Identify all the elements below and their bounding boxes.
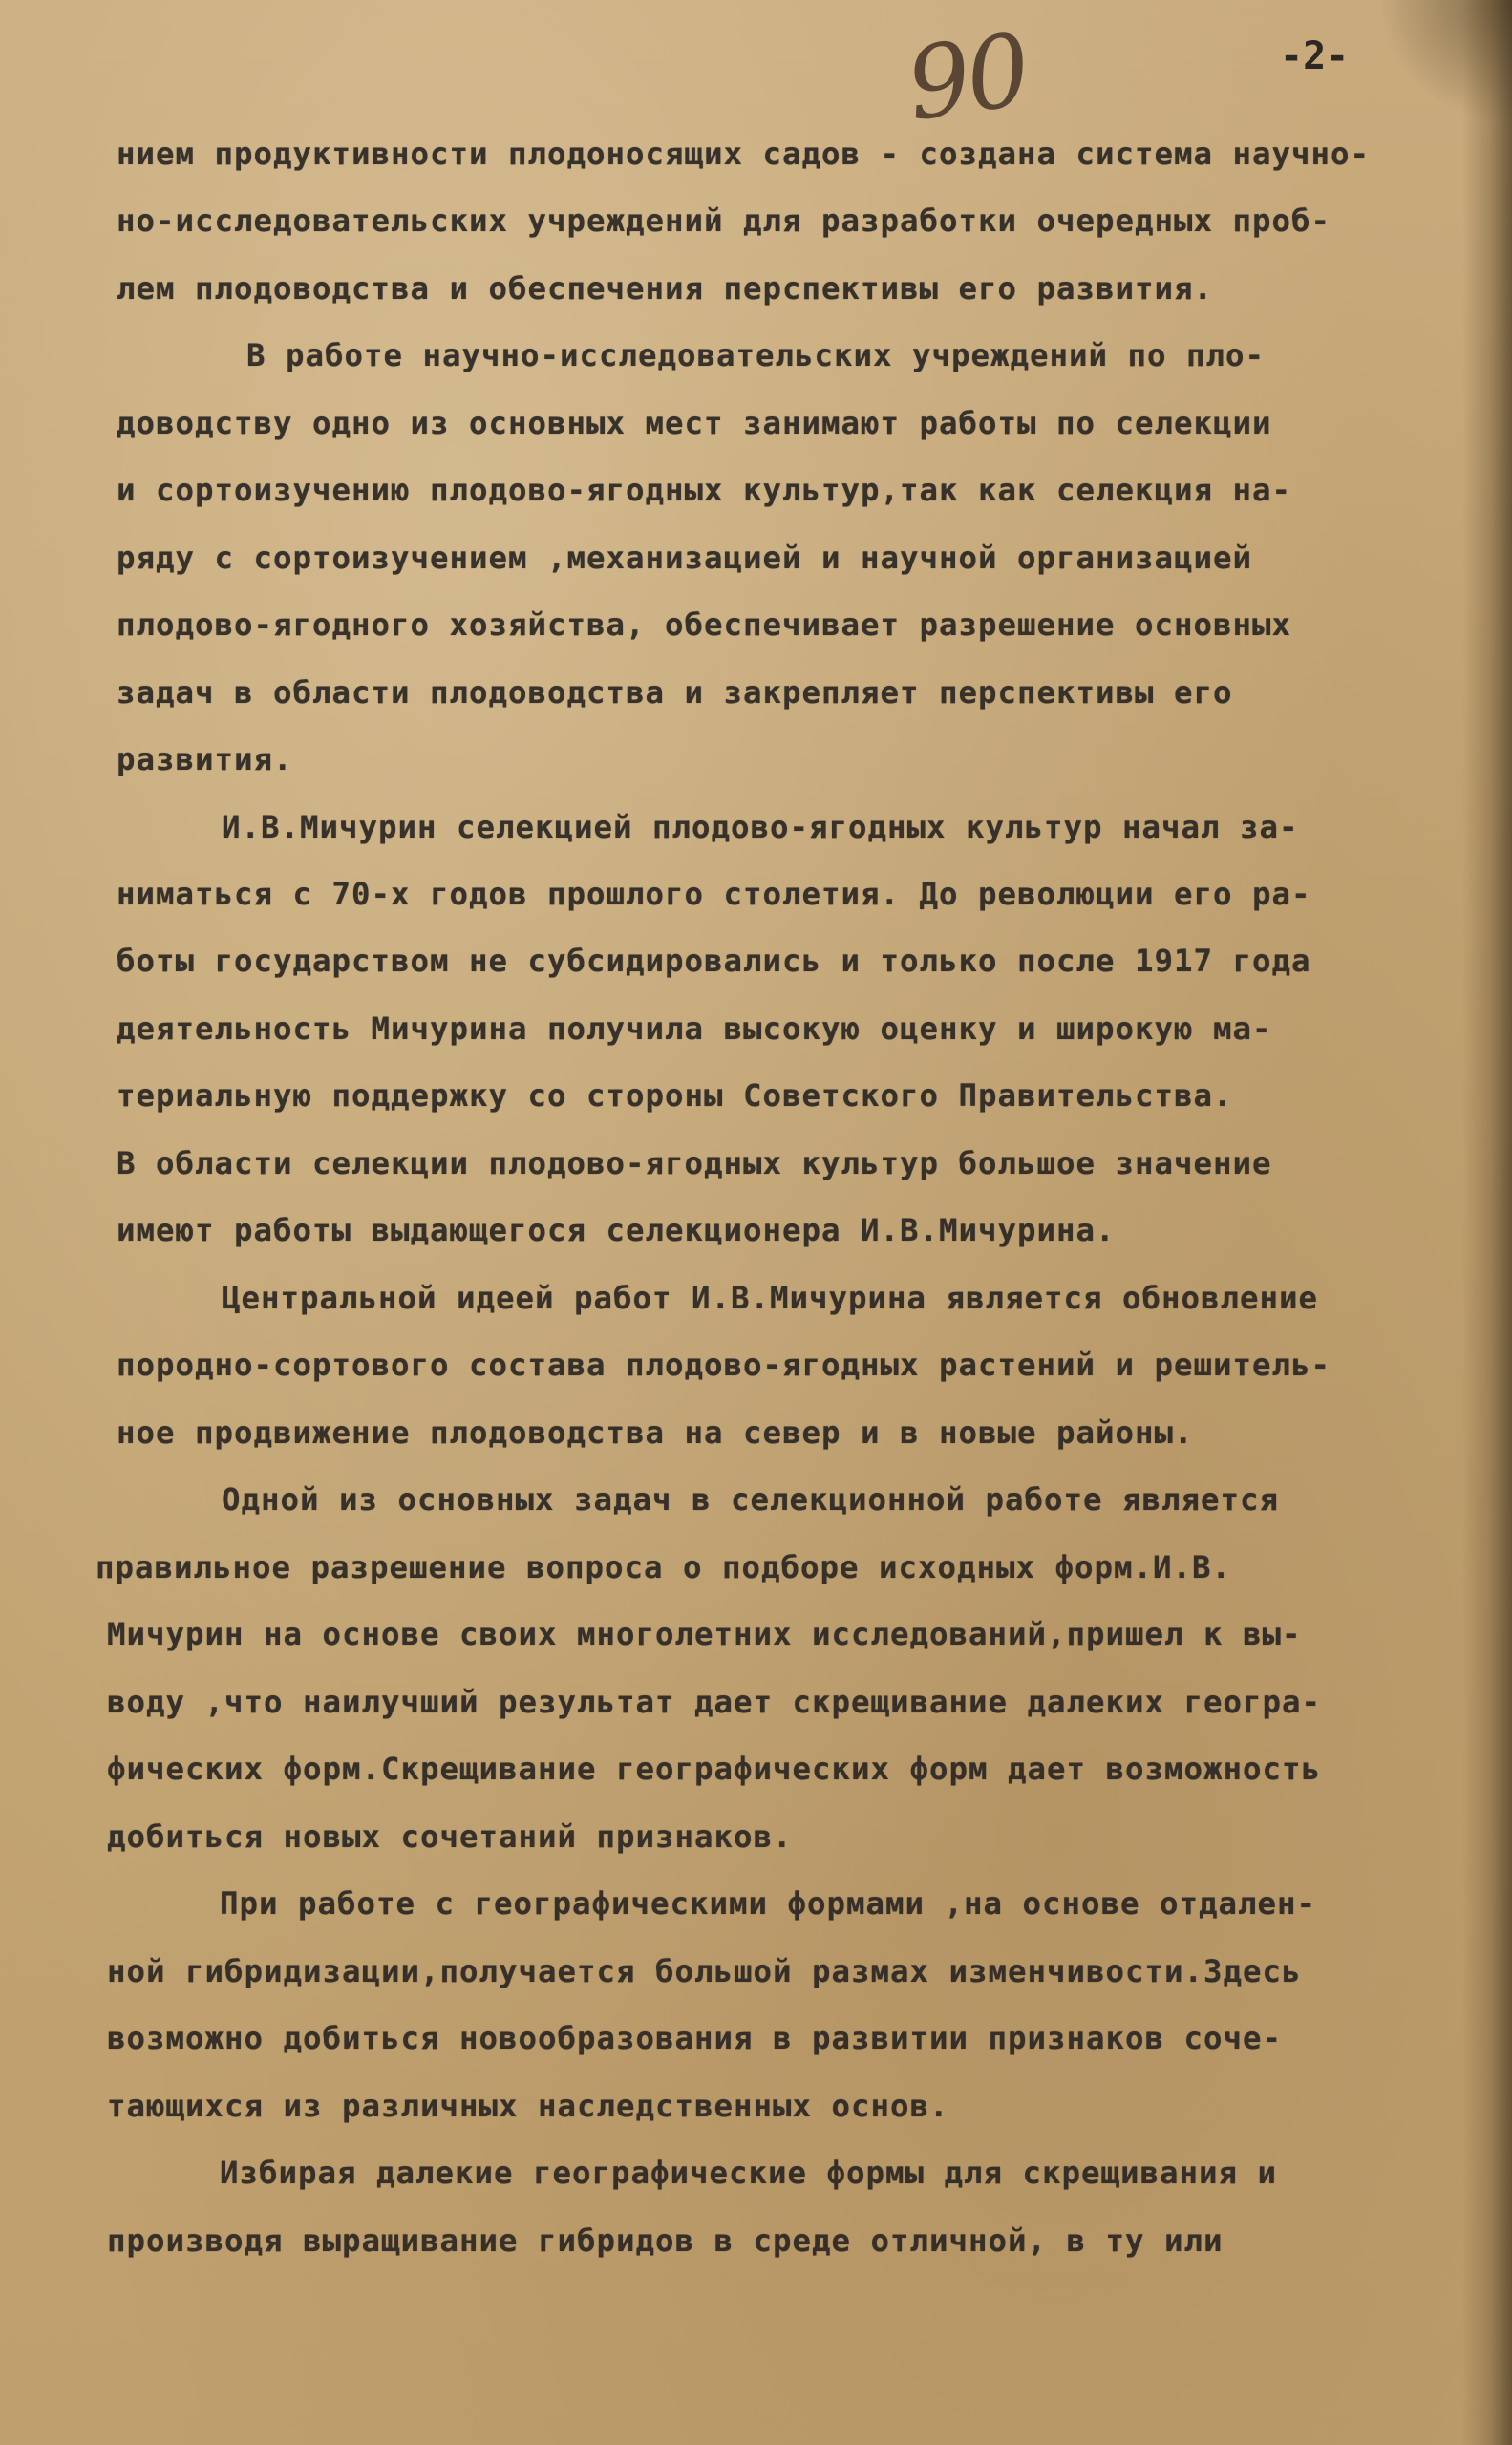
text-line: ной гибридизации,получается большой размах изменчивости.Здесь: [107, 1953, 1302, 1989]
page-number: -2-: [1280, 34, 1350, 78]
text-line: териальную поддержку со стороны Советского Правительства.: [117, 1077, 1233, 1114]
text-line: доводству одно из основных мест занимают работы по селекции: [117, 405, 1272, 441]
text-line: При работе с географическими формами ,на основе отдален-: [220, 1885, 1317, 1922]
text-line: развития.: [117, 741, 293, 777]
text-line: правильное разрешение вопроса о подборе исходных форм.И.В.: [96, 1549, 1232, 1585]
text-line: В области селекции плодово-ягодных культур большое значение: [117, 1145, 1272, 1181]
text-line: ниматься с 70-х годов прошлого столетия. До революции его ра-: [117, 876, 1311, 912]
text-line: ное продвижение плодоводства на север и в новые районы.: [117, 1414, 1194, 1451]
text-line: возможно добиться новообразования в развитии признаков соче-: [107, 2020, 1283, 2056]
text-line: производя выращивание гибридов в среде отличной, в ту или: [107, 2222, 1224, 2259]
text-line: плодово-ягодного хозяйства, обеспечивает разрешение основных: [117, 606, 1292, 643]
text-line: задач в области плодоводства и закрепляет перспективы его: [117, 674, 1233, 711]
text-line: И.В.Мичурин селекцией плодово-ягодных культур начал за-: [222, 809, 1299, 845]
text-line: Одной из основных задач в селекционной работе является: [222, 1481, 1280, 1518]
text-line: тающихся из различных наследственных основ.: [107, 2088, 949, 2124]
text-line: Мичурин на основе своих многолетних исследований,пришел к вы-: [107, 1616, 1302, 1652]
text-line: и сортоизучению плодово-ягодных культур,так как селекция на-: [117, 472, 1292, 508]
text-line: Центральной идеей работ И.В.Мичурина является обновление: [222, 1280, 1319, 1316]
text-line: ряду с сортоизучением ,механизацией и научной организацией: [117, 540, 1253, 576]
text-line: Избирая далекие географические формы для скрещивания и: [220, 2155, 1278, 2191]
text-line: породно-сортового состава плодово-ягодных растений и решитель-: [117, 1347, 1331, 1383]
text-line: добиться новых сочетаний признаков.: [107, 1818, 793, 1855]
archive-sheet-number: 90: [900, 11, 1034, 144]
text-line: нием продуктивности плодоносящих садов - создана система научно-: [117, 136, 1371, 172]
text-line: боты государством не субсидировались и только после 1917 года: [117, 943, 1311, 979]
text-line: В работе научно-исследовательских учреждений по пло-: [246, 337, 1266, 373]
text-line: лем плодоводства и обеспечения перспективы его развития.: [117, 270, 1214, 307]
text-line: деятельность Мичурина получила высокую оценку и широкую ма-: [117, 1010, 1272, 1047]
text-line: имеют работы выдающегося селекционера И.В.Мичурина.: [117, 1212, 1116, 1248]
text-line: воду ,что наилучший результат дает скрещивание далеких геогра-: [107, 1684, 1322, 1720]
text-line: фических форм.Скрещивание географических форм дает возможность: [107, 1751, 1322, 1787]
text-line: но-исследовательских учреждений для разработки очередных проб-: [117, 202, 1331, 239]
